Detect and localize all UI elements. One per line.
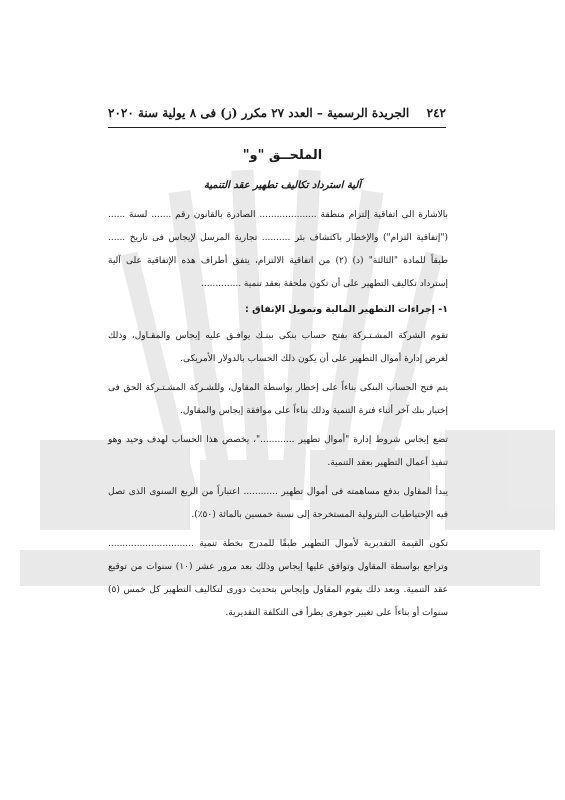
section-paragraph: تكون القيمة التقديرية لأموال التطهير طبقًا للمدرج بخطة تنمية .............................. وتراجع بواسطة المقاول وتوافق عليها إيجاس وذلك بعد مرور عشر (١٠) سنوات من توقيع عقد التنمية. وبعد ذلك يقوم المقاول وإيجاس بتحديث دورى لتكاليف التطهير كل خمس (٥) سنوات أو بناءاً على تغيير جوهرى يطرأ فى التكلفة التقديرية. — [108, 539, 448, 618]
intro-line: طبقاً للمادة "الثالثة" (د) (٢) من اتفاقية الالتزام، يتفق أطراف هذه الإتفاقية على آلية — [108, 256, 448, 266]
section-paragraph: تضع إيجاس شروط إدارة "أموال تطهير ............"، يخصص هذا الحساب لهدف وحيد وهو تنفيذ أعمال التطهير بعقد التنمية. — [108, 435, 448, 468]
intro-line: بالاشارة الى اتفاقية إلتزام منطقة .................... الصادرة بالقانون رقم ....... لسنة ...... — [108, 210, 448, 220]
section-paragraph: يبدأ المقاول بدفع مساهمته فى أموال تطهير ............ اعتباراً من الربع السنوى الذى تصل فيه الإحتياطيات البترولية المستخرجة إلى نسبة خمسين بالمائة (٥٠٪). — [108, 487, 448, 520]
gazette-issue-line: الجريدة الرسمية – العدد ٢٧ مكرر (ز) فى ٨ يولية سنة ٢٠٢٠ — [108, 106, 410, 120]
page-number: ٢٤٢ — [426, 106, 446, 120]
intro-line: إسترداد تكاليف التطهير على أن تكون ملحقة بعقد تنمية .............. — [201, 279, 448, 289]
section-paragraph: يتم فتح الحساب البنكى بناءاً على إخطار بواسطة المقاول، وللشـركة المشـتـركة الحق فى إختيار بنك آخر أثناء فترة التنمية وذلك بناءاً على موافقة إيجاس والمقاول. — [108, 383, 448, 416]
annex-subtitle: آلية استرداد تكاليف تطهير عقد التنمية — [203, 180, 362, 191]
intro-line: ("إتفاقية التزام") والإخطار باكتشاف بئر .......... تجارية المرسل لإيجاس فى تاريخ ...... — [108, 233, 448, 243]
document-body — [108, 204, 448, 631]
intro-block — [108, 204, 448, 296]
page-header — [108, 106, 446, 120]
annex-title: الملحــق "و" — [242, 148, 323, 163]
header-divider — [108, 127, 446, 128]
section-heading: ١- إجراءات التطهير المالية وتمويل الإنفاق : — [245, 304, 448, 315]
section-paragraph: تقوم الشركة المشـتـركة بفتح حساب بنكى ببنـك يوافـق عليه إيجاس والمقـاول، وذلك لغرض إدارة أموال التطهير على أن يكون ذلك الحساب بالدولار الأمريكى. — [108, 331, 448, 364]
